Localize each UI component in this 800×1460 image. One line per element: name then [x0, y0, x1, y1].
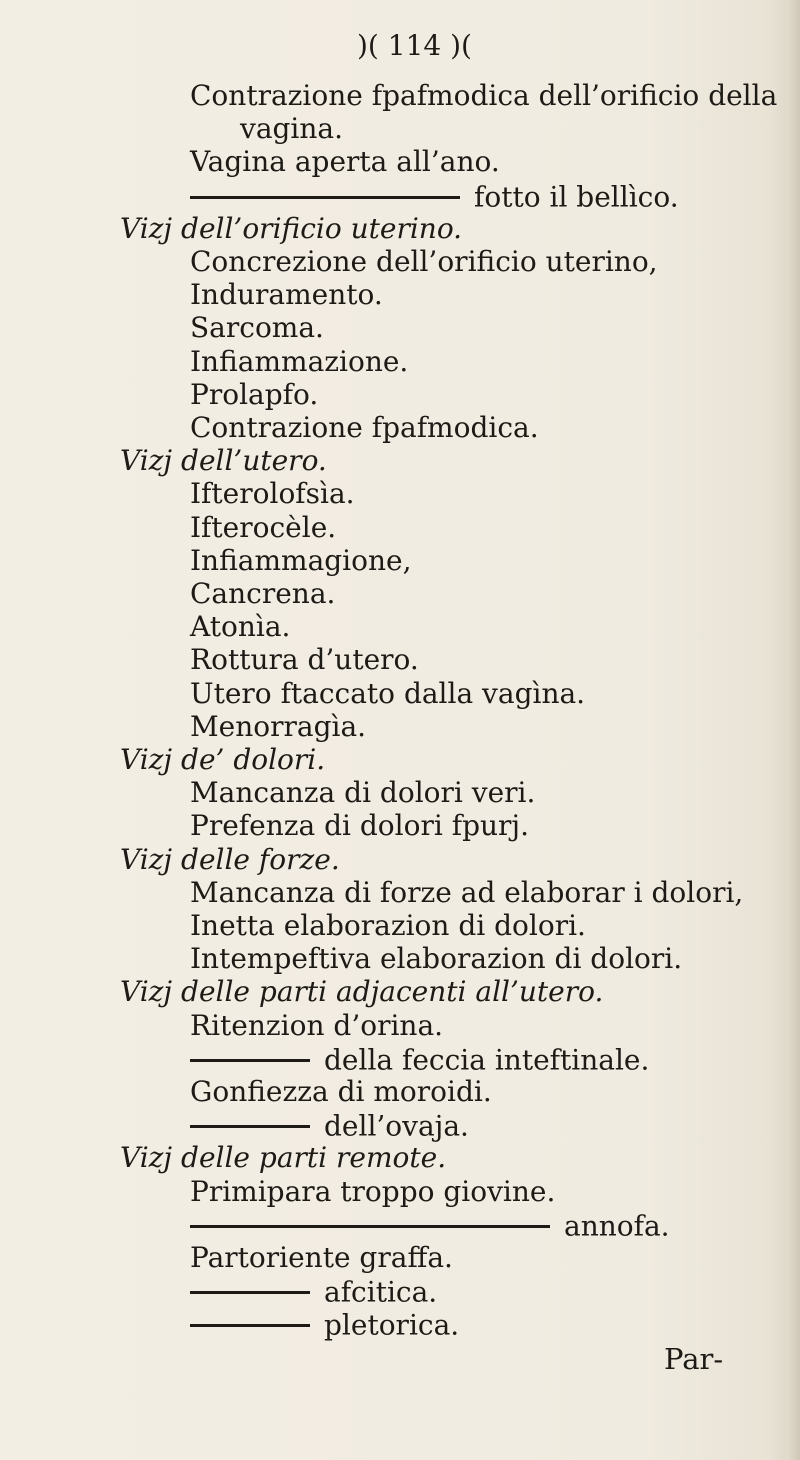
section-heading: Vizj delle parti remote. [120, 1141, 447, 1175]
ditto-dash [190, 1324, 310, 1327]
entry-line: Contrazione fpafmodica. [190, 411, 539, 444]
ditto-line: dell’ovaja. [190, 1109, 469, 1143]
catchword: Par- [664, 1341, 724, 1376]
ditto-dash [190, 196, 460, 199]
entry-line: Prolapfo. [190, 377, 319, 411]
entry-line: Inetta elaborazion di dolori. [190, 909, 586, 942]
entry-line: Sarcoma. [190, 311, 324, 345]
ditto-line: afcitica. [190, 1275, 437, 1309]
section-heading: Vizj delle forze. [120, 842, 340, 876]
entry-line: Infiammagione, [190, 543, 412, 577]
ditto-dash [190, 1225, 550, 1228]
entry-line: Ifterocèle. [190, 510, 337, 544]
ditto-dash [190, 1125, 310, 1128]
entry-line: Utero ftaccato dalla vagìna. [190, 676, 586, 710]
entry-line: Mancanza di forze ad elaborar i dolori, [190, 875, 744, 909]
entry-line: Vagina aperta all’ano. [190, 145, 500, 179]
entry-line: Atonìa. [190, 610, 291, 644]
ditto-line: della feccia inteftinale. [190, 1043, 649, 1077]
entry-line: Gonfiezza di moroidi. [190, 1075, 492, 1108]
entry-line: Partoriente graffa. [190, 1241, 453, 1274]
entry-line: Cancrena. [190, 577, 336, 610]
ditto-line: fotto il bellìco. [190, 180, 679, 214]
section-heading: Vizj dell’orificio uterino. [120, 211, 463, 245]
entry-line: vagina. [240, 112, 344, 146]
ditto-line: annofa. [190, 1209, 670, 1243]
entry-line: Induramento. [190, 278, 383, 312]
entry-line: Intempeftiva elaborazion di dolori. [190, 942, 683, 976]
entry-line: Rottura d’utero. [190, 643, 419, 677]
section-heading: Vizj dell’utero. [120, 444, 327, 478]
ditto-line: pletorica. [190, 1308, 459, 1342]
entry-line: Ifterolofsìa. [190, 477, 355, 511]
page-edge [786, 0, 800, 1460]
page-header: )( 114 )( [357, 29, 472, 62]
entry-line: Mancanza di dolori veri. [190, 776, 536, 810]
entry-line: Primipara troppo giovine. [190, 1174, 556, 1208]
entry-line: Concrezione dell’orificio uterino, [190, 245, 658, 278]
entry-line: Prefenza di dolori fpurj. [190, 809, 530, 843]
ditto-dash [190, 1059, 310, 1062]
ditto-dash [190, 1291, 310, 1294]
entry-line: Infiammazione. [190, 344, 409, 378]
entry-line: Menorragìa. [190, 709, 367, 743]
section-heading: Vizj delle parti adjacenti all’utero. [120, 975, 604, 1009]
section-heading: Vizj de’ dolori. [120, 743, 326, 776]
entry-line: Ritenzion d’orina. [190, 1008, 444, 1042]
entry-line: Contrazione fpafmodica dell’orificio della [190, 79, 778, 112]
